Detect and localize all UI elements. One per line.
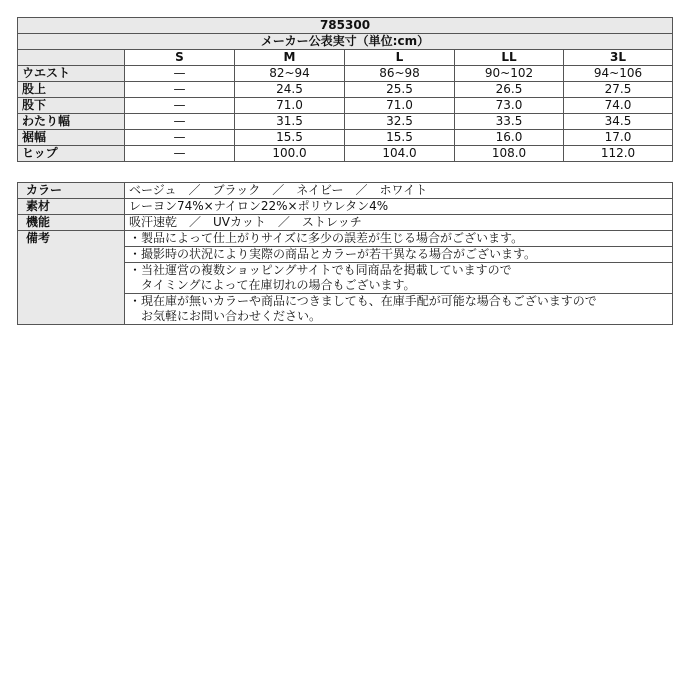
table-cell: 82~94 <box>235 66 345 82</box>
table-cell: 71.0 <box>235 98 345 114</box>
table-cell: 17.0 <box>564 130 673 146</box>
row-label-hem: 裾幅 <box>18 130 125 146</box>
note-item <box>125 263 673 294</box>
table-cell: 34.5 <box>564 114 673 130</box>
table-row <box>18 146 673 162</box>
row-label-inseam: 股下 <box>18 98 125 114</box>
table-cell: 27.5 <box>564 82 673 98</box>
table-cell: — <box>125 66 235 82</box>
note-line: ・現在庫が無いカラーや商品につきましても、在庫手配が可能な場合もございますので <box>129 294 597 308</box>
table-cell: 15.5 <box>235 130 345 146</box>
note-item <box>125 294 673 325</box>
table-cell: 15.5 <box>345 130 455 146</box>
table-cell: — <box>125 146 235 162</box>
notes-label: 備考 <box>18 231 125 325</box>
table-cell: — <box>125 114 235 130</box>
note-item <box>125 247 673 263</box>
spec-table <box>17 182 673 325</box>
table-cell: 100.0 <box>235 146 345 162</box>
table-cell: 86~98 <box>345 66 455 82</box>
subtitle-row <box>18 34 673 50</box>
table-cell: 25.5 <box>345 82 455 98</box>
table-cell: 73.0 <box>455 98 564 114</box>
table-cell: — <box>125 98 235 114</box>
table-cell: 74.0 <box>564 98 673 114</box>
note-line: タイミングによって在庫切れの場合もございます。 <box>129 278 416 292</box>
row-label-thigh: わたり幅 <box>18 114 125 130</box>
size-header-row <box>18 50 673 66</box>
table-cell: 31.5 <box>235 114 345 130</box>
note-item <box>125 231 673 247</box>
size-header-ll: LL <box>455 50 564 66</box>
table-cell: — <box>125 130 235 146</box>
color-value: ベージュ ／ ブラック ／ ネイビー ／ ホワイト <box>125 183 673 199</box>
table-cell: 112.0 <box>564 146 673 162</box>
table-row <box>18 130 673 146</box>
note-line: ・当社運営の複数ショッピングサイトでも同商品を掲載していますので <box>129 263 512 277</box>
color-row <box>18 183 673 199</box>
note-line: ・製品によって仕上がりサイズに多少の誤差が生じる場合がございます。 <box>129 231 524 245</box>
material-value: レーヨン74%×ナイロン22%×ポリウレタン4% <box>125 199 673 215</box>
table-cell: 71.0 <box>345 98 455 114</box>
row-label-hip: ヒップ <box>18 146 125 162</box>
function-label: 機能 <box>18 215 125 231</box>
table-cell: 33.5 <box>455 114 564 130</box>
product-code-row <box>18 18 673 34</box>
size-header-l: L <box>345 50 455 66</box>
note-row <box>18 231 673 247</box>
row-label-waist: ウエスト <box>18 66 125 82</box>
table-cell: 90~102 <box>455 66 564 82</box>
table-cell: 94~106 <box>564 66 673 82</box>
size-header-corner <box>18 50 125 66</box>
table-cell: — <box>125 82 235 98</box>
table-cell: 104.0 <box>345 146 455 162</box>
table-row <box>18 66 673 82</box>
table-cell: 26.5 <box>455 82 564 98</box>
size-header-s: S <box>125 50 235 66</box>
material-label: 素材 <box>18 199 125 215</box>
note-line: お気軽にお問い合わせください。 <box>129 309 322 323</box>
note-line: ・撮影時の状況により実際の商品とカラーが若干異なる場合がございます。 <box>129 247 537 261</box>
product-code: 785300 <box>18 18 673 34</box>
size-header-3l: 3L <box>564 50 673 66</box>
table-cell: 16.0 <box>455 130 564 146</box>
color-label: カラー <box>18 183 125 199</box>
table-cell: 24.5 <box>235 82 345 98</box>
function-row <box>18 215 673 231</box>
table-cell: 108.0 <box>455 146 564 162</box>
row-label-rise: 股上 <box>18 82 125 98</box>
table-row <box>18 98 673 114</box>
table-row <box>18 82 673 98</box>
size-header-m: M <box>235 50 345 66</box>
table-row <box>18 114 673 130</box>
size-table <box>17 17 673 162</box>
size-table-subtitle: メーカー公表実寸（単位:cm） <box>18 34 673 50</box>
material-row <box>18 199 673 215</box>
table-cell: 32.5 <box>345 114 455 130</box>
function-value: 吸汗速乾 ／ UVカット ／ ストレッチ <box>125 215 673 231</box>
